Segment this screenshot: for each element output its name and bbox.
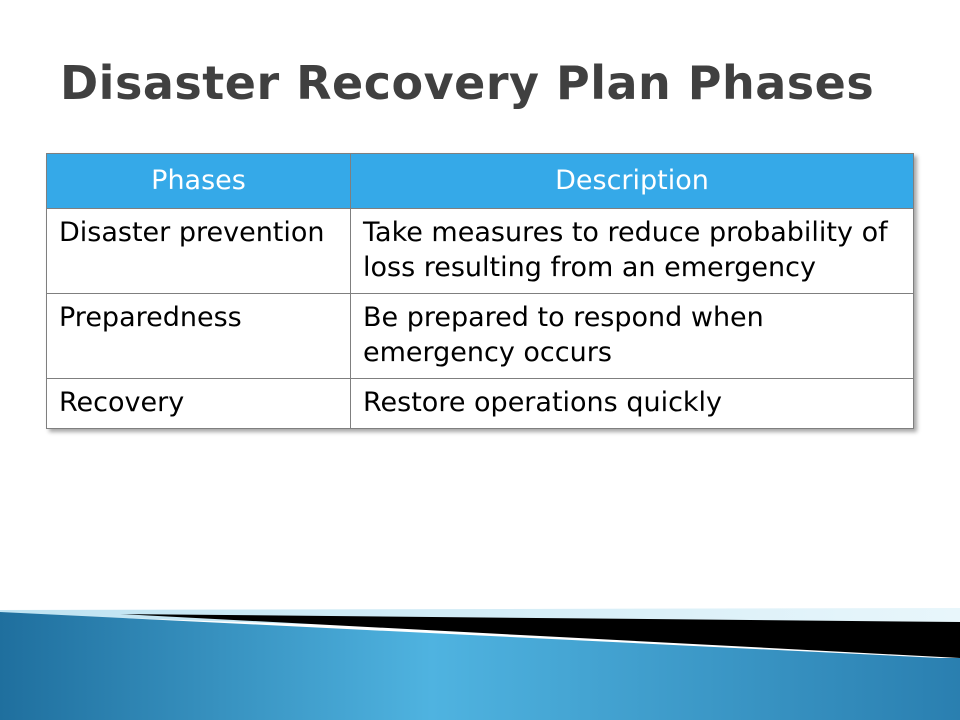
table-header-row [47, 154, 914, 209]
description-cell: Take measures to reduce probability of loss resulting from an emergency [351, 209, 914, 294]
description-cell: Be prepared to respond when emergency occurs [351, 294, 914, 379]
phase-cell: Disaster prevention [47, 209, 351, 294]
table-row [47, 379, 914, 429]
description-cell: Restore operations quickly [351, 379, 914, 429]
slide-title: Disaster Recovery Plan Phases [60, 56, 875, 110]
bottom-wave-decoration [0, 600, 960, 720]
column-header-description: Description [351, 154, 914, 209]
column-header-phases: Phases [47, 154, 351, 209]
phases-table [46, 153, 914, 429]
phase-cell: Preparedness [47, 294, 351, 379]
table-row [47, 209, 914, 294]
table-row [47, 294, 914, 379]
phase-cell: Recovery [47, 379, 351, 429]
